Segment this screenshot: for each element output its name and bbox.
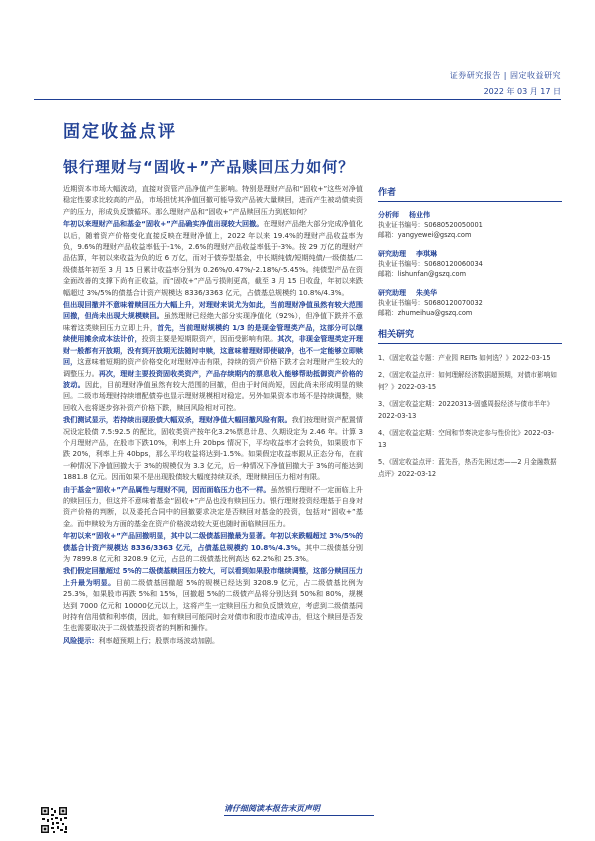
paragraph-2-text-1: 虽然理财已经绝大部分实现净值化（92%），但净值下跌并不意味着这类赎回压力立即上升， [63,311,364,332]
paragraph-5-lead: 年初以来“固收+”产品回撤明显，其中以二级债基回撤最为显著。年初以来跌幅超过 3%/5%的债基合计资产规模达 8336/3363 亿元，占债基总规模约 10.8%/4.3%。 [63,531,363,552]
analyst-email[interactable]: 邮箱：zhumeihua@gszq.com [378,309,473,317]
paragraph-2-bold-3: 其次，非现金管理类定开理财一般都有开放期，没有到开放期无法随时申赎，这意味着理财即使破净，也不一定能够立即赎回， [63,334,364,367]
analyst-role: 研究助理 [378,250,406,258]
analyst-license: 执业证书编号：S0680120060034 [378,260,483,268]
report-date: 2022 年 03 月 17 日 [483,87,561,96]
paragraph-2-bold-4: 再次，理财主要投资固收类资产，产品存续期内的票息收入能够帮助抵御资产价格的波动。 [63,368,364,389]
paragraph-2-bold-2: 首先，当前理财规模约 1/3 的是现金管理类产品，这部分可以继续使用摊余成本法计价， [63,322,364,344]
paragraph-6-text: 目前二级债基回撤超 5%的规模已经达到 3208.9 亿元，占二级债基比例为 25.3%，如果股市再跌 5%和 15%，回撤超 5%的二级债产品将分别达到 50%和 80%，规模达到 7000 亿元和 10000亿元以上，这将产生一定赎回压力和负反馈效应，考虑到二级债基同时持有信用债和利率债，因此，如有赎回可能同时会对债市和股市造成冲击，但这个赎回是否发生也需要取决于二级债基投资者的判断和操作。 [63,577,364,633]
paragraph-1-text: 在理财产品绝大部分完成净值化以后，随着资产价格变化直接反映在理财净值上，2022 年以来 19.4%的理财产品收益率为负，9.6%的理财产品收益率低于-1%，2.6%的理财产品收益率低于-3%。按 29 万亿的理财产品估算，年初以来收益为负的近 6 万亿，而对于债券型基金，中长期纯债/短期纯债/一级债基/二级债基年初至 3 月 15 日累计收益率分别为 0.26%/0.47%/-2.18%/-5.45%。纯债型产品在资金面改善的支撑下尚有正收益，而“固收+”产品亏损则更高，截至 3 月 15 日收盘，年初以来跌幅超过 3%/5%的债基合计资产规模达 8336/3363 亿元，占债基总规模约 10.8%/4.3%。 [63,219,363,297]
paragraph-2 [63,299,363,413]
paragraph-6 [63,565,363,633]
main-column [63,183,363,647]
report-title: 银行理财与“固收+”产品赎回压力如何？ [63,158,355,176]
paragraph-2-text-3: 这意味着短期的资产价格变化对理财冲击有限，持续的资产价格下跌才会对理财产生较大的调整压力。 [63,357,364,378]
analyst-license: 执业证书编号：S0680120070032 [378,299,483,307]
report-type: 固定收益点评 [63,122,177,142]
analyst-name: 杨业伟 [409,211,430,219]
paragraph-1 [63,218,363,298]
paragraph-5 [63,530,363,564]
qr-code-icon [40,806,68,834]
paragraph-4 [63,484,363,530]
risk-warning [63,635,363,646]
related-research [378,327,562,481]
paragraph-5-text: 其中二级债基分别为 7899.8 亿元和 3208.9 亿元，占总的二级债基比例高达 62.2%和 25.3%。 [63,542,363,563]
paragraph-2-lead: 但出现回撤并不意味着赎回压力大幅上升，对理财来说尤为如此，当前理财净值虽然有较大范围回撤，但尚未出现大规模赎回。 [63,300,363,321]
related-heading: 相关研究 [378,327,562,344]
paragraph-4-lead: 由于基金“固收+”产品属性与理财不同，因而面临压力也不一样。 [63,484,271,494]
footer-divider [224,815,374,816]
related-item[interactable]: 2、《固定收益点评：如何理解经济数据超预期，对债市影响如何？》2022-03-15 [378,370,557,391]
analyst-name: 李琪琳 [416,250,437,258]
risk-text: 利率超预期上行；股票市场波动加剧。 [98,635,220,645]
analyst-email[interactable]: 邮箱：lishunfan@gszq.com [378,270,466,278]
paragraph-3 [63,414,363,482]
analyst-role: 研究助理 [378,289,406,297]
paragraph-3-lead: 我们测试显示，若持续出现股债大幅双杀，理财净值大幅回撤风险有限。 [63,415,292,425]
analyst-card [378,249,562,279]
report-category: 证券研究报告 | 固定收益研究 [449,71,561,80]
footer-disclaimer: 请仔细阅读本报告末页声明 [224,804,320,813]
paragraph-4-text: 虽然银行理财不一定面临上升的赎回压力，但这并不意味着基金“固收+”产品也没有赎回压力。银行理财投资经理基于自身对资产价格的判断，以及委托合同中的回撤要求决定是否赎回对基金的投资，包括对“固收+”基金。而申赎较为方面的基金在资产价格波动较大更也随时面临赎回压力。 [63,484,363,528]
paragraph-2-text-2: 投资主要是短期限资产，因而受影响有限。 [141,334,278,344]
analyst-email[interactable]: 邮箱：yangyewei@gszq.com [378,231,472,239]
authors-heading: 作者 [378,185,562,202]
paragraph-3-text: 我们按理财资产配置情况设定股债 7.5:92.5 的配比，固收类资产按年化3.2%票息计息、久期设定为 2.46 年。计算 3 个月理财产品，在股市下跌10%，利率上升 20bps 情况下，平均收益率才会转负，如果股市下跌 20%，利率上升 40bps，那么平均收益将达到-1.5%。如果假定收益率跟从正态分布，在前一种情况下净值回撤大于 3%的规模仅为 3.3 亿元，后一种情况下净值回撤大于 3%的可能达到 1881.8 亿元。因而如果不是出现股债较大幅度持续双杀，理财赎回压力相对有限。 [63,415,363,482]
related-item[interactable]: 4、《固定收益定期：空间和节奏决定参与性价比》2022-03-13 [378,428,554,449]
analyst-role: 分析师 [378,211,399,219]
related-item[interactable]: 5、《固定收益点评：蓝先吾，热否先困过恋——2 月金融数据点评》2022-03-12 [378,457,557,478]
related-item[interactable]: 3、《固定收益定期：20220313-固盛周报经济与债市半年》2022-03-13 [378,399,554,420]
paragraph-6-lead: 我们假定回撤超过 5%的二级债基赎回压力较大，可以看到如果股市继续调整，这部分赎回压力上升最为明显。 [63,566,363,587]
risk-label: 风险提示： [63,635,99,645]
related-item[interactable]: 1、《固定收益专题：产业园 REITs 如何选？》2022-03-15 [378,354,551,362]
analyst-name: 朱美华 [416,289,437,297]
paragraph-2-text-4: 因此，目前理财净值虽然有较大范围的回撤，但由于时间尚短，因此尚未形成明显的赎回。二级市场理财持续增配债券也显示理财规模相对稳定。另外如果资本市场不是持续调整，赎回收入也将逐步弥补资产价格下跌，赎回风险相对可控。 [63,379,363,412]
sidebar [378,183,562,485]
paragraph-1-lead: 年初以来理财产品和基金“固收+”产品确实净值出现较大回撤。 [63,219,264,229]
header-divider [34,99,561,100]
intro-paragraph: 近期资本市场大幅波动，直接对资管产品净值产生影响。特别是理财产品和“固收+”这些对净值稳定性要求比较高的产品，市场担忧其净值回撤可能导致产品被大量赎回，进而产生被动债卖资产的压力，形成负反馈循环。那么理财产品和“固收+”产品赎回压力到底如何？ [63,184,363,216]
analyst-card [378,210,562,240]
analyst-license: 执业证书编号：S0680520050001 [378,221,483,229]
analyst-card [378,288,562,318]
